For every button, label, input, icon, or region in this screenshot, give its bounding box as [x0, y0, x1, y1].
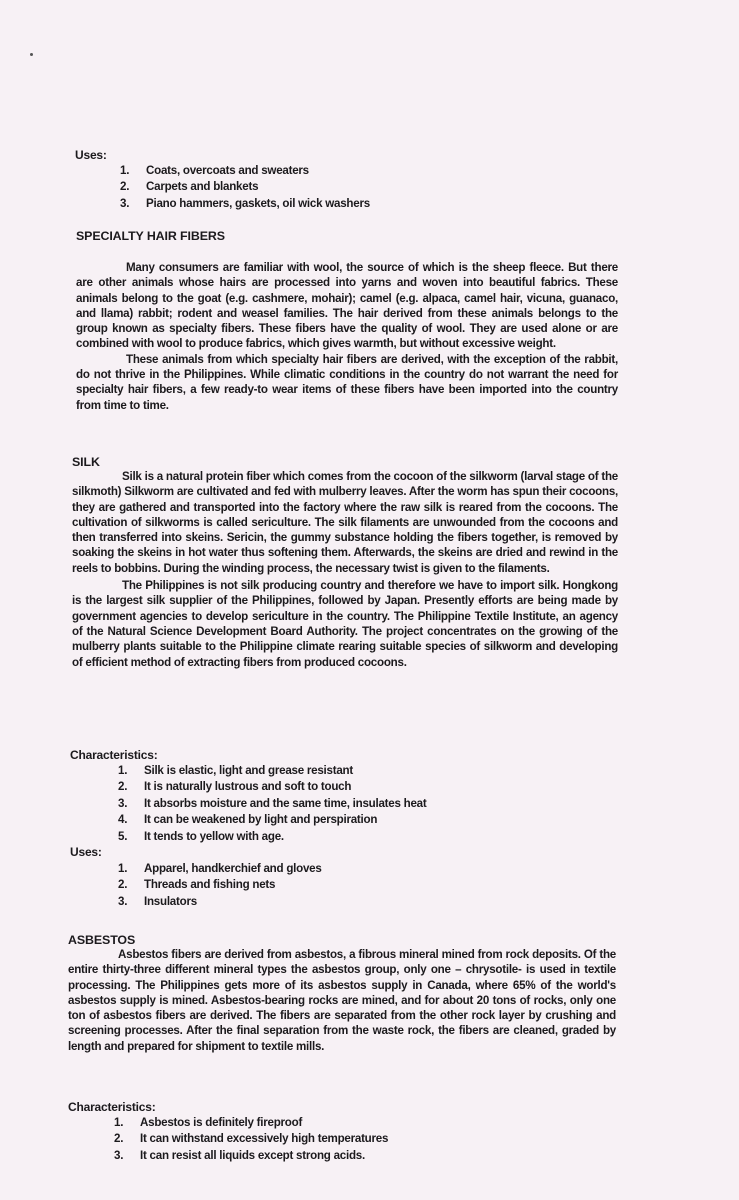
silk-uses-list	[118, 861, 620, 910]
list-item: 2. It is naturally lustrous and soft to touch	[118, 780, 352, 794]
wool-uses-list	[120, 163, 625, 212]
characteristics-label: Characteristics:	[68, 1100, 156, 1114]
paragraph: These animals from which specialty hair fibers are derived, with the exception of the rabbit, do not thrive in the Philippines. While climatic conditions in the country do not warrant the need for specialty hair fibers, a few ready-to wear items of these fibers have been imported into the country from time to time.	[76, 352, 618, 412]
asbestos-characteristics-list	[114, 1115, 618, 1164]
asbestos-section	[68, 933, 616, 1054]
paragraph: The Philippines is not silk producing country and therefore we have to import silk. Hongkong is the largest silk supplier of the Philippines, followed by Japan. Presently efforts are being made by government agencies to develop sericulture in the country. The Philippine Textile Institute, an agency of the Natural Science Development Board Authority. The project concentrates on the growing of the mulberry plants suitable to the Philippine climate rearing suitable species of silkworm and developing of efficient method of extracting fibers from produced cocoons.	[72, 579, 618, 669]
section-heading: SILK	[72, 455, 100, 469]
list-item: 1. Apparel, handkerchief and gloves	[118, 862, 322, 876]
paragraph: Asbestos fibers are derived from asbestos, a fibrous mineral mined from rock deposits. Of the entire thirty-three different mineral types the asbestos group, only one – chrysotile- is used in textile processing. The Philippines gets more of its asbestos supply in Canada, where 65% of the world's asbestos supply is mined. Asbestos-bearing rocks are mined, and for about 20 tons of rocks, only one ton of asbestos fibers are derived. The fibers are separated from the other rock layer by crushing and screening processes. After the final separation from the waste rock, the fibers are cleaned, graded by length and prepared for shipment to textile mills.	[68, 948, 616, 1053]
list-item: 2. It can withstand excessively high temperatures	[114, 1132, 389, 1146]
paragraph: Silk is a natural protein fiber which comes from the cocoon of the silkworm (larval stage of the silkmoth) Silkworm are cultivated and fed with mulberry leaves. After the worm has spun their cocoons, they are gathered and transported into the factory where the raw silk is reared from the cocoons. The cultivation of silkworms is called sericulture. The silk filaments are unwounded from the cocoons and then transferred into skeins. Sericin, the gummy substance holding the fibers together, is removed by soaking the skeins in hot water thus softening them. Afterwards, the skeins are dried and rewind in the reels to bobbins. During the winding process, the necessary twist is given to the filaments.	[72, 470, 618, 575]
silk-section	[72, 455, 618, 670]
section-heading: SPECIALTY HAIR FIBERS	[76, 229, 225, 243]
list-item: 2. Threads and fishing nets	[118, 878, 276, 892]
wool-uses-section	[75, 148, 625, 212]
asbestos-characteristics-section	[68, 1100, 618, 1164]
uses-label: Uses:	[70, 845, 102, 860]
list-item: 3. Piano hammers, gaskets, oil wick washers	[120, 196, 370, 210]
characteristics-label: Characteristics:	[70, 748, 158, 762]
list-item: 1. Silk is elastic, light and grease resistant	[118, 764, 353, 777]
wool-uses-label: Uses:	[75, 148, 107, 162]
silk-characteristics-list	[118, 763, 620, 845]
list-item: 3. Insulators	[118, 894, 197, 908]
list-item: 2. Carpets and blankets	[120, 180, 259, 194]
scan-speck	[30, 53, 33, 56]
list-item: 5. It tends to yellow with age.	[118, 829, 284, 843]
specialty-hair-fibers-section	[76, 229, 618, 413]
list-item: 1. Coats, overcoats and sweaters	[120, 164, 309, 177]
list-item: 4. It can be weakened by light and perspiration	[118, 813, 378, 827]
paragraph: Many consumers are familiar with wool, the source of which is the sheep fleece. But there are other animals whose hairs are processed into yarns and woven into beautiful fabrics. These animals belong to the goat (e.g. cashmere, mohair); camel (e.g. alpaca, camel hair, vicuna, guanaco, and llama) rabbit; rodent and weasel families. The hair derived from these animals belongs to the group known as specialty fibers. These fibers have the quality of wool. They are used alone or are combined with wool to produce fabrics, which gives warmth, but without excessive weight.	[76, 261, 618, 351]
silk-characteristics-section	[70, 748, 620, 910]
section-heading: ASBESTOS	[68, 933, 136, 947]
list-item: 3. It absorbs moisture and the same time, insulates heat	[118, 796, 427, 810]
list-item: 1. Asbestos is definitely fireproof	[114, 1116, 303, 1129]
list-item: 3. It can resist all liquids except strong acids.	[114, 1148, 365, 1162]
